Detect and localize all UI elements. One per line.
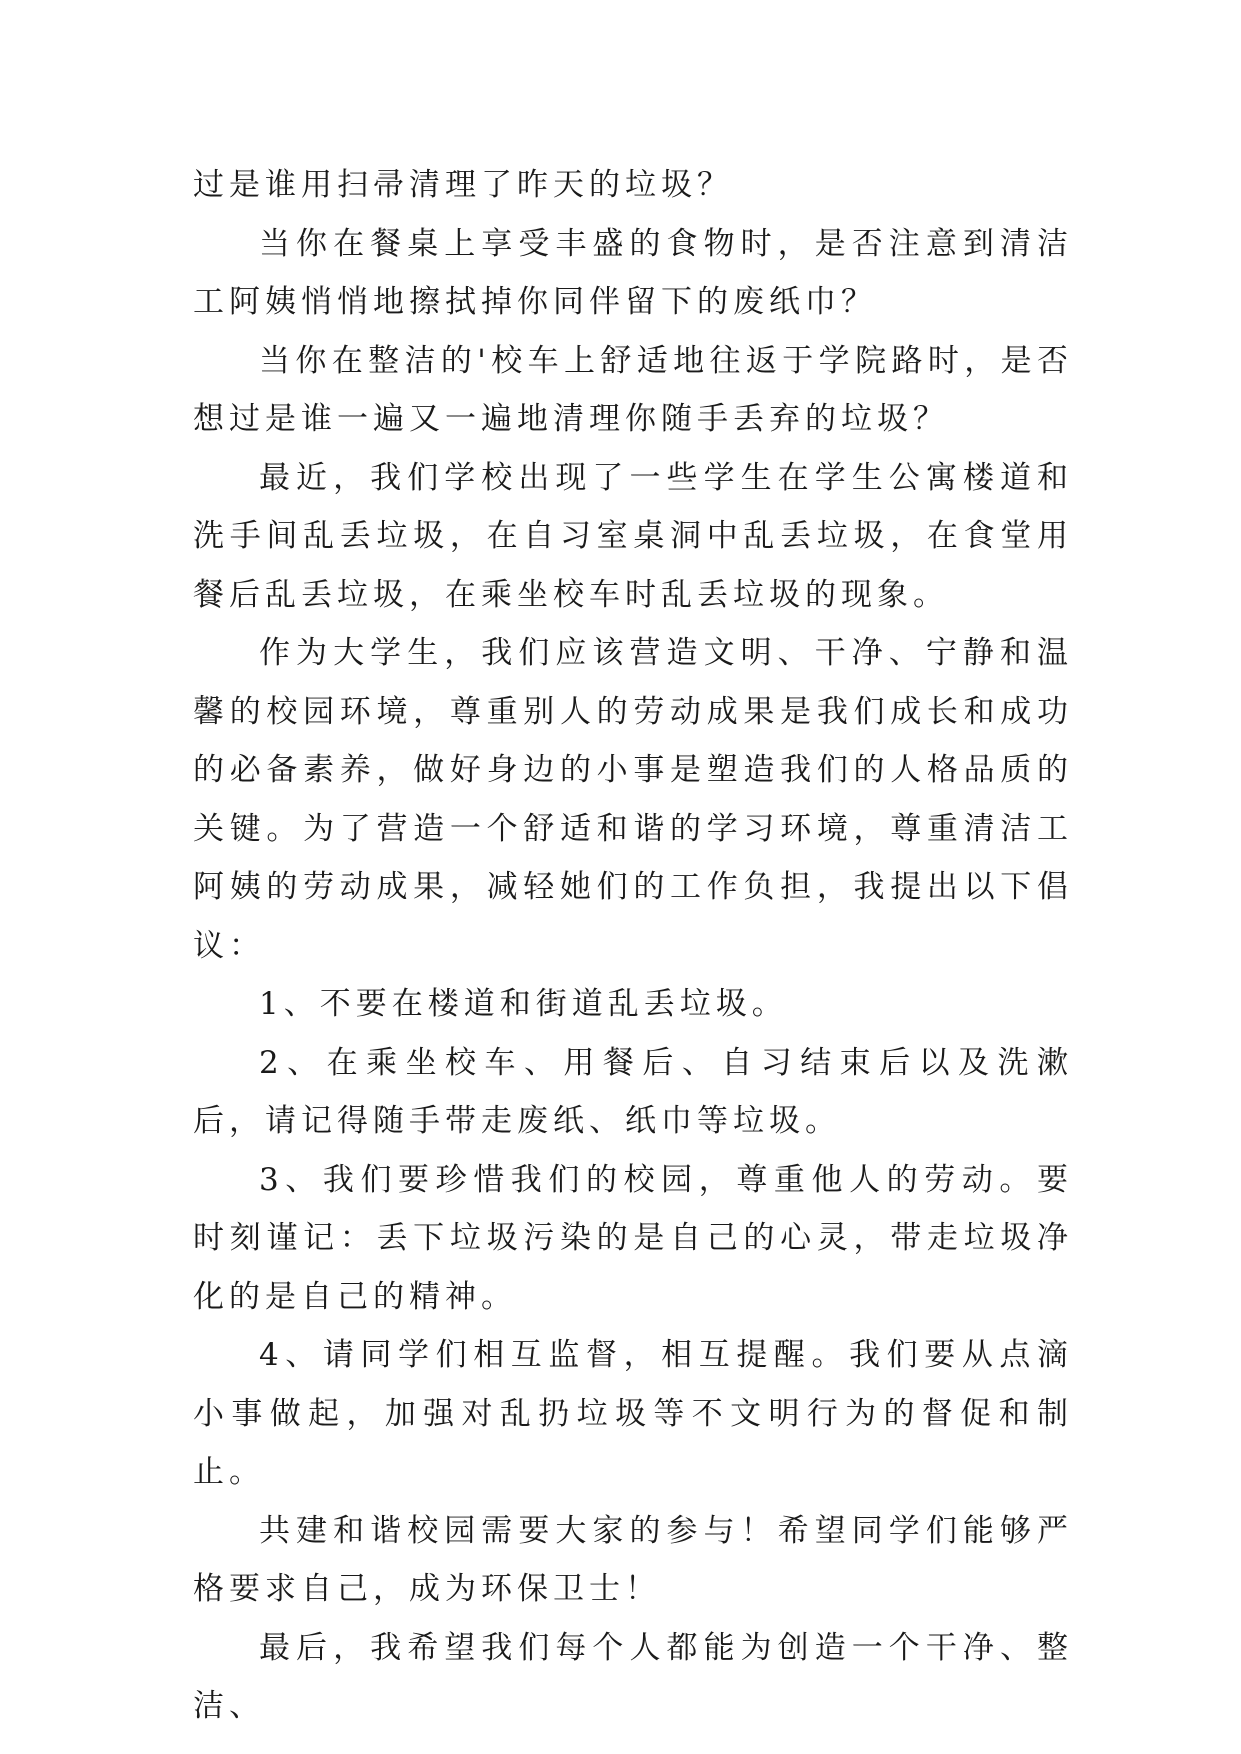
paragraph-2: 当你在餐桌上享受丰盛的食物时，是否注意到清洁工阿姨悄悄地擦拭掉你同伴留下的废纸巾？ (193, 225, 1073, 320)
paragraph-3: 当你在整洁的'校车上舒适地往返于学院路时，是否想过是谁一遍又一遍地清理你随手丢弃的垃圾？ (193, 342, 1073, 437)
paragraph-1: 过是谁用扫帚清理了昨天的垃圾？ (193, 167, 733, 203)
paragraph-final: 最后，我希望我们每个人都能为创造一个干净、整洁、 (193, 1629, 1073, 1724)
document-body (193, 156, 1073, 1736)
paragraph-closing: 共建和谐校园需要大家的参与！希望同学们能够严格要求自己，成为环保卫士！ (193, 1512, 1073, 1607)
paragraph-5: 作为大学生，我们应该营造文明、干净、宁静和温馨的校园环境，尊重别人的劳动成果是我们成长和成功的必备素养，做好身边的小事是塑造我们的人格品质的关键。为了营造一个舒适和谐的学习环境，尊重清洁工阿姨的劳动成果，减轻她们的工作负担，我提出以下倡议： (193, 635, 1073, 964)
list-item-2: 2、在乘坐校车、用餐后、自习结束后以及洗漱后，请记得随手带走废纸、纸巾等垃圾。 (193, 1044, 1073, 1139)
list-item-3: 3、我们要珍惜我们的校园，尊重他人的劳动。要时刻谨记：丢下垃圾污染的是自己的心灵，带走垃圾净化的是自己的精神。 (193, 1161, 1073, 1315)
paragraph-4: 最近，我们学校出现了一些学生在学生公寓楼道和洗手间乱丢垃圾，在自习室桌洞中乱丢垃圾，在食堂用餐后乱丢垃圾，在乘坐校车时乱丢垃圾的现象。 (193, 459, 1073, 613)
list-item-4: 4、请同学们相互监督，相互提醒。我们要从点滴小事做起，加强对乱扔垃圾等不文明行为的督促和制止。 (193, 1337, 1073, 1490)
list-item-1: 1、不要在楼道和街道乱丢垃圾。 (259, 986, 788, 1022)
